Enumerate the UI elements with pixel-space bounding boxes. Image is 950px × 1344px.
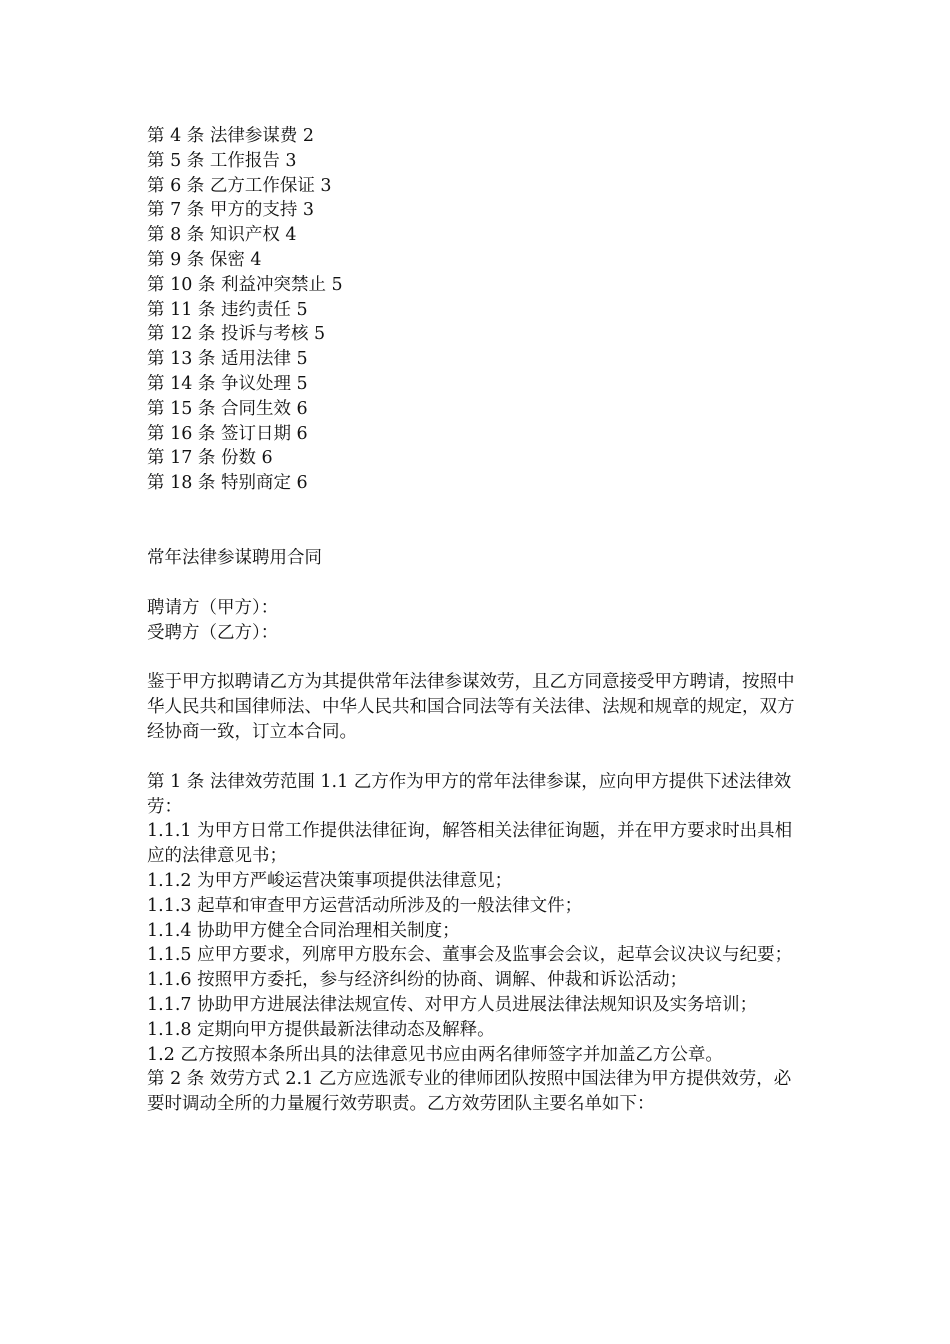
toc-item: 第 14 条 争议处理 5 xyxy=(147,373,308,394)
toc-item: 第 12 条 投诉与考核 5 xyxy=(147,324,326,345)
contract-body xyxy=(147,770,807,1117)
preamble-paragraph: 鉴于甲方拟聘请乙方为其提供常年法律参谋效劳，且乙方同意接受甲方聘请，按照中华人民共和国律师法、中华人民共和国合同法等有关法律、法规和规章的规定，双方经协商一致，订立本合同。 xyxy=(147,672,795,742)
toc-item: 第 17 条 份数 6 xyxy=(147,448,273,469)
toc-item: 第 18 条 特别商定 6 xyxy=(147,473,308,494)
toc-item: 第 16 条 签订日期 6 xyxy=(147,423,308,444)
clause-line: 1.1.5 应甲方要求，列席甲方股东会、董事会及监事会会议，起草会议决议与纪要； xyxy=(147,945,793,966)
clause-line: 1.2 乙方按照本条所出具的法律意见书应由两名律师签字并加盖乙方公章。 xyxy=(147,1044,723,1065)
clause-line: 1.1.7 协助甲方进展法律法规宣传、对甲方人员进展法律法规知识及实务培训； xyxy=(147,994,758,1015)
clause-line: 1.1.2 为甲方严峻运营决策事项提供法律意见； xyxy=(147,870,513,891)
toc-item: 第 7 条 甲方的支持 3 xyxy=(147,200,315,221)
clause-line: 第 2 条 效劳方式 2.1 乙方应选派专业的律师团队按照中国法律为甲方提供效劳，必要时调动全所的力量履行效劳职责。乙方效劳团队主要名单如下： xyxy=(147,1069,792,1115)
toc-item: 第 13 条 适用法律 5 xyxy=(147,349,308,370)
document-title: 常年法律参谋聘用合同 xyxy=(147,547,322,568)
employee-party: 受聘方（乙方）： xyxy=(147,622,279,643)
table-of-contents xyxy=(147,124,807,496)
toc-item: 第 5 条 工作报告 3 xyxy=(147,150,297,171)
employer-party: 聘请方（甲方）： xyxy=(147,597,279,618)
toc-item: 第 9 条 保密 4 xyxy=(147,249,262,270)
toc-item: 第 11 条 违约责任 5 xyxy=(147,299,308,320)
clause-line: 1.1.8 定期向甲方提供最新法律动态及解释。 xyxy=(147,1019,495,1040)
toc-item: 第 15 条 合同生效 6 xyxy=(147,398,308,419)
clause-line: 1.1.4 协助甲方健全合同治理相关制度； xyxy=(147,920,460,941)
toc-item: 第 4 条 法律参谋费 2 xyxy=(147,126,315,146)
toc-item: 第 6 条 乙方工作保证 3 xyxy=(147,175,332,196)
document-page xyxy=(147,124,807,1117)
clause-line: 1.1.3 起草和审查甲方运营活动所涉及的一般法律文件； xyxy=(147,895,583,916)
toc-item: 第 8 条 知识产权 4 xyxy=(147,225,297,246)
clause-line: 1.1.1 为甲方日常工作提供法律征询，解答相关法律征询题，并在甲方要求时出具相应的法律意见书； xyxy=(147,821,793,867)
toc-item: 第 10 条 利益冲突禁止 5 xyxy=(147,274,343,295)
clause-line: 第 1 条 法律效劳范围 1.1 乙方作为甲方的常年法律参谋，应向甲方提供下述法律效劳： xyxy=(147,771,792,817)
clause-line: 1.1.6 按照甲方委托，参与经济纠纷的协商、调解、仲裁和诉讼活动； xyxy=(147,970,688,991)
